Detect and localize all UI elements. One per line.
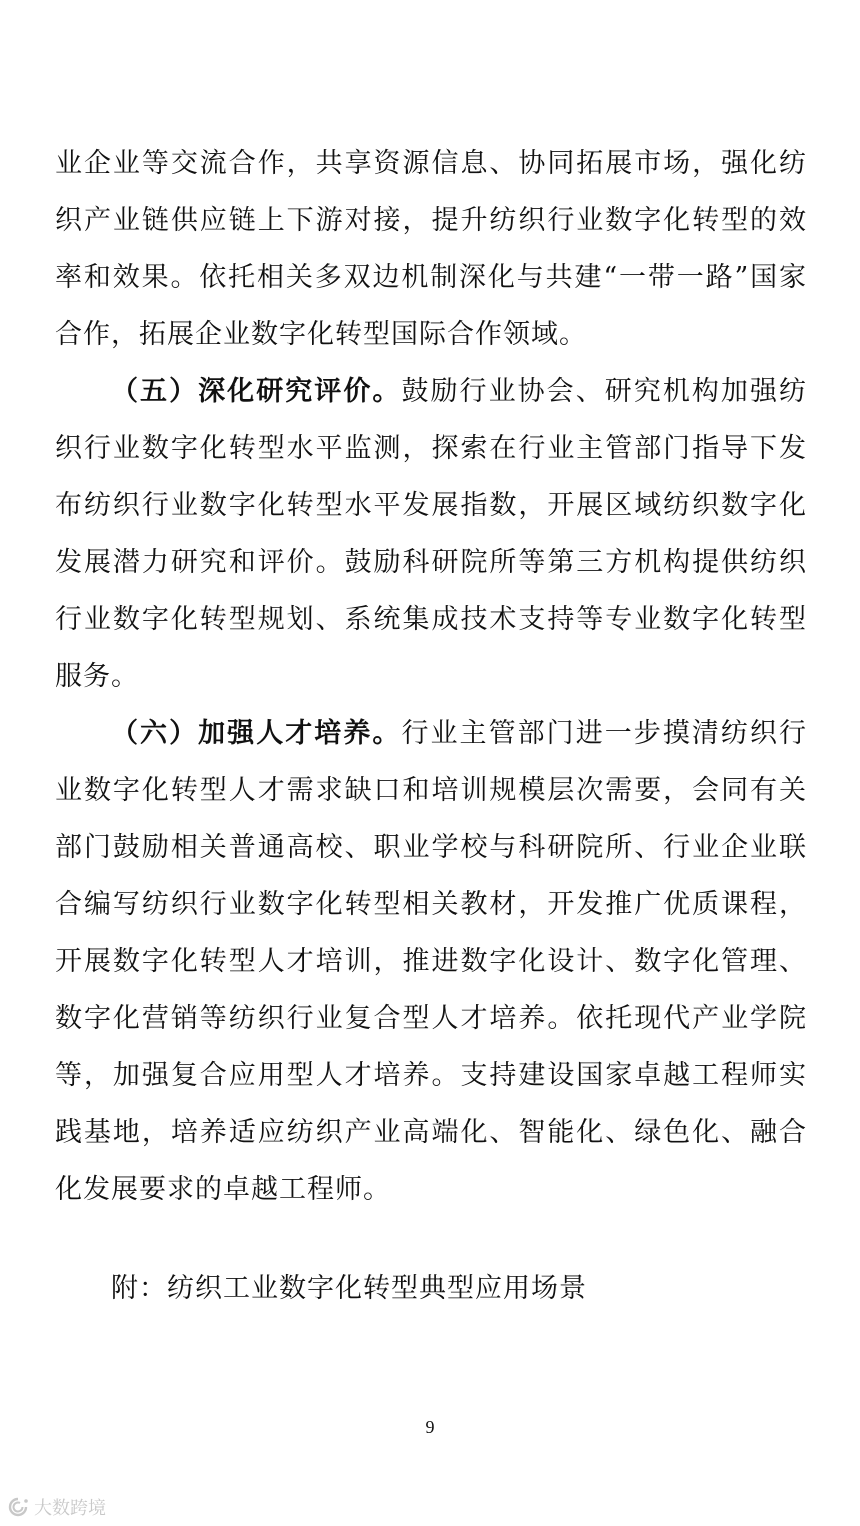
- section-heading: （五）深化研究评价。: [111, 376, 402, 407]
- attachment-note: 附：纺织工业数字化转型典型应用场景: [111, 1273, 587, 1304]
- watermark-text: 大数跨境: [34, 1498, 106, 1519]
- text-line: 行业数字化转型规划、系统集成技术支持等专业数字化转型: [55, 604, 807, 635]
- text-line: 率和效果。依托相关多双边机制深化与共建“一带一路”国家: [55, 262, 807, 293]
- text-line: [55, 705, 807, 762]
- text-line: 发展潜力研究和评价。鼓励科研院所等第三方机构提供纺织: [55, 547, 807, 578]
- paragraph-talent-training: [55, 705, 807, 1218]
- paragraph-research-evaluation: [55, 363, 807, 705]
- watermark-logo-icon: [6, 1496, 30, 1518]
- text-line: 织产业链供应链上下游对接，提升纺织行业数字化转型的效: [55, 205, 807, 236]
- text-span: 鼓励行业协会、研究机构加强纺: [401, 376, 808, 407]
- text-line: 业企业等交流合作，共享资源信息、协同拓展市场，强化纺: [55, 148, 807, 179]
- text-line: 业数字化转型人才需求缺口和培训规模层次需要，会同有关: [55, 775, 807, 806]
- paragraph-cooperation: [55, 135, 807, 363]
- text-line: 践基地，培养适应纺织产业高端化、智能化、绿色化、融合: [55, 1117, 807, 1148]
- text-span: 行业主管部门进一步摸清纺织行: [401, 718, 808, 749]
- text-line: 织行业数字化转型水平监测，探索在行业主管部门指导下发: [55, 433, 807, 464]
- text-line: 合作，拓展企业数字化转型国际合作领域。: [55, 319, 587, 350]
- section-heading: （六）加强人才培养。: [111, 718, 402, 749]
- text-line: 数字化营销等纺织行业复合型人才培养。依托现代产业学院: [55, 1003, 807, 1034]
- document-body: [55, 135, 807, 1218]
- text-line: 开展数字化转型人才培训，推进数字化设计、数字化管理、: [55, 946, 807, 977]
- text-line: 合编写纺织行业数字化转型相关教材，开发推广优质课程，: [55, 889, 807, 920]
- text-line: 部门鼓励相关普通高校、职业学校与科研院所、行业企业联: [55, 832, 807, 863]
- page-number: 9: [425, 1417, 435, 1437]
- text-line: 服务。: [55, 661, 139, 692]
- text-line: [55, 363, 807, 420]
- text-line: 等，加强复合应用型人才培养。支持建设国家卓越工程师实: [55, 1060, 807, 1091]
- text-line: 化发展要求的卓越工程师。: [55, 1174, 391, 1205]
- watermark: [6, 1494, 106, 1520]
- text-line: 布纺织行业数字化转型水平发展指数，开展区域纺织数字化: [55, 490, 807, 521]
